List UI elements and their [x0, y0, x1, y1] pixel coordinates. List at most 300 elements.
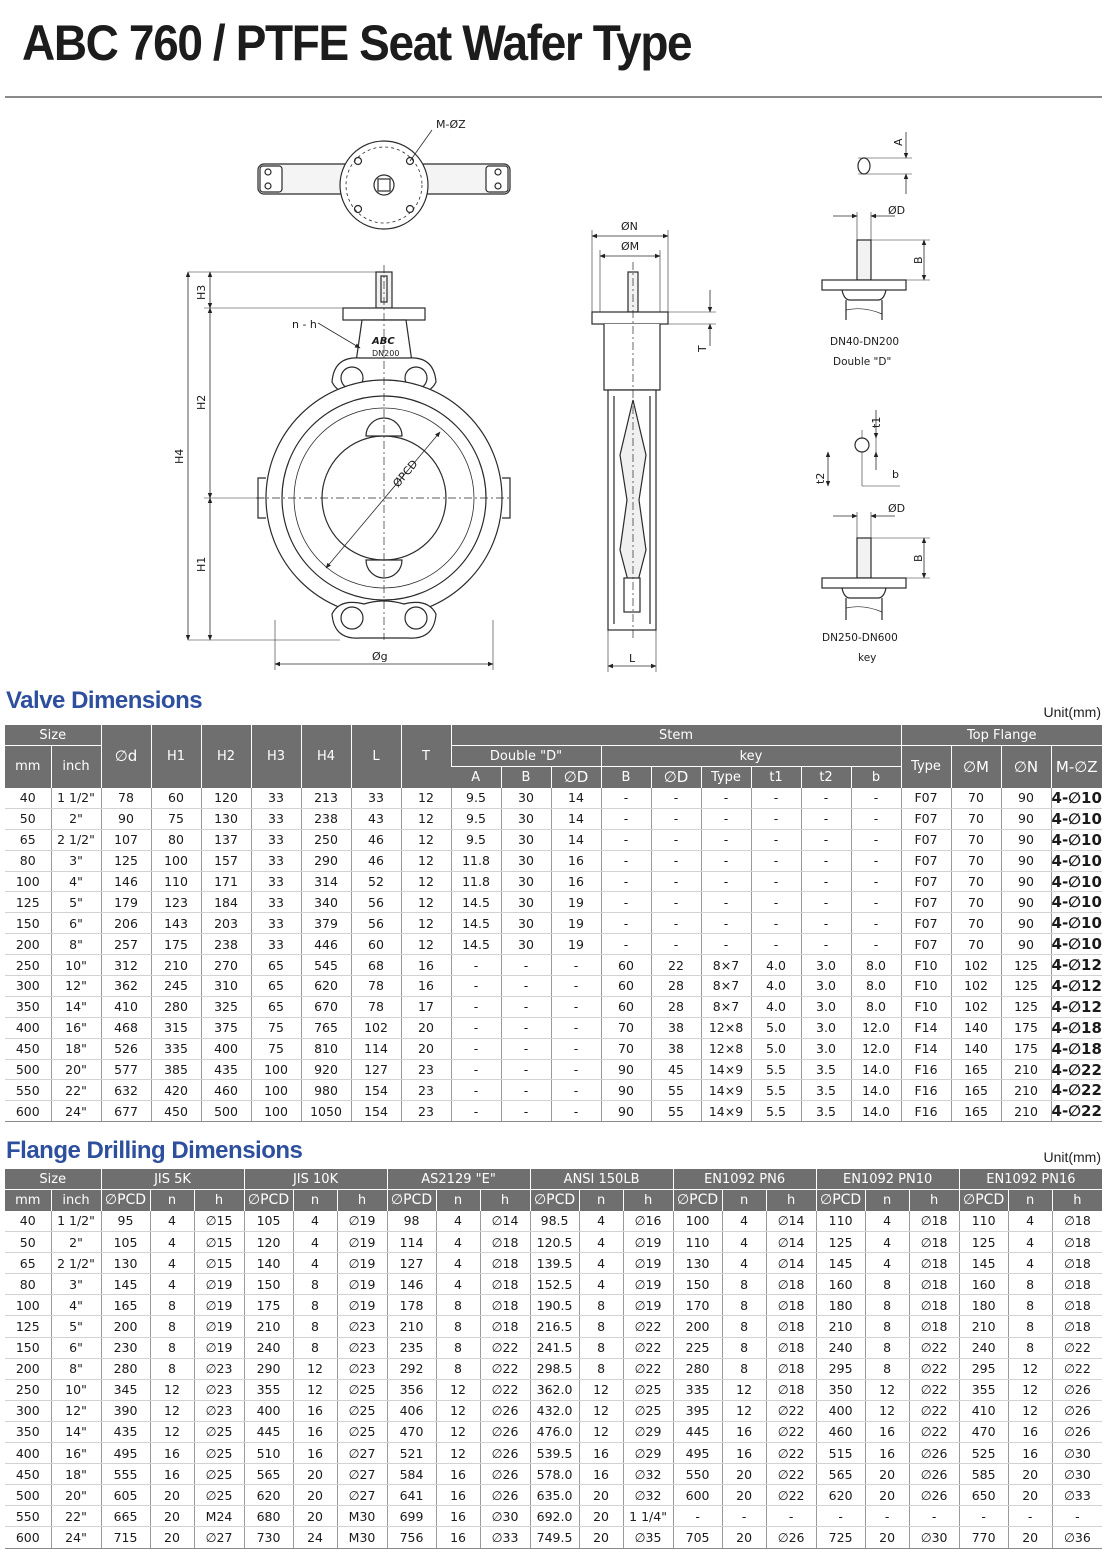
table-cell: 9.5	[451, 788, 501, 809]
table-cell: 65	[5, 1253, 51, 1274]
table-cell: ∅30	[480, 1506, 530, 1527]
table-cell: 14.0	[851, 1080, 901, 1101]
table-cell: 5.0	[751, 1038, 801, 1059]
table-cell: ∅16	[623, 1211, 673, 1232]
table-cell: 325	[201, 996, 251, 1017]
table-cell: 12	[401, 850, 451, 871]
table-cell: 110	[673, 1232, 722, 1253]
table-cell: F07	[901, 871, 951, 892]
table-row	[5, 976, 1102, 997]
table-cell: 235	[387, 1337, 436, 1358]
header-standard-group: EN1092 PN6	[673, 1169, 816, 1190]
table-cell: ∅18	[766, 1316, 816, 1337]
table-cell: 30	[501, 871, 551, 892]
table-cell: 468	[101, 1017, 151, 1038]
table-cell: M30	[337, 1506, 387, 1527]
table-cell: 206	[101, 913, 151, 934]
table-cell: F07	[901, 892, 951, 913]
table-cell: 50	[5, 808, 51, 829]
table-cell: ∅26	[480, 1464, 530, 1485]
table-cell: 68	[351, 955, 401, 976]
table-cell: 620	[816, 1485, 865, 1506]
table-cell: 12	[150, 1421, 194, 1442]
table-cell: 8	[1008, 1337, 1052, 1358]
table-cell: F07	[901, 934, 951, 955]
table-cell: -	[651, 913, 701, 934]
table-cell: 400	[244, 1400, 293, 1421]
table-cell: 3"	[51, 850, 101, 871]
table-cell: 692.0	[530, 1506, 579, 1527]
table-cell: 4	[579, 1232, 623, 1253]
table-cell: ∅18	[766, 1274, 816, 1295]
table-row	[5, 934, 1102, 955]
table-cell: 14.0	[851, 1101, 901, 1122]
table-cell: 16	[436, 1527, 480, 1548]
table-cell: ∅19	[337, 1211, 387, 1232]
table-cell: 298.5	[530, 1358, 579, 1379]
table-cell: 65	[5, 829, 51, 850]
table-cell: 4	[722, 1211, 766, 1232]
table-cell: 12	[293, 1379, 337, 1400]
table-row	[5, 1464, 1102, 1485]
table-cell: F14	[901, 1017, 951, 1038]
table-cell: 145	[101, 1274, 150, 1295]
table-cell: ∅22	[909, 1337, 959, 1358]
table-cell: ∅19	[623, 1295, 673, 1316]
table-cell: 515	[816, 1443, 865, 1464]
table-cell: 270	[201, 955, 251, 976]
table-cell: 8	[865, 1358, 909, 1379]
table-cell: 100	[673, 1211, 722, 1232]
table-cell: 705	[673, 1527, 722, 1548]
table-cell: F10	[901, 976, 951, 997]
table-cell: -	[501, 955, 551, 976]
table-cell: 8	[436, 1295, 480, 1316]
table-cell: F07	[901, 808, 951, 829]
table-cell: 14.5	[451, 892, 501, 913]
table-cell: 6"	[51, 1337, 101, 1358]
table-cell: ∅19	[337, 1253, 387, 1274]
header-size: Size	[5, 725, 101, 746]
header-h: h	[766, 1190, 816, 1211]
table-cell: 65	[251, 955, 301, 976]
table-cell: -	[801, 788, 851, 809]
table-cell: ∅18	[766, 1295, 816, 1316]
table-cell: 28	[651, 996, 701, 1017]
table-cell: 8"	[51, 1358, 101, 1379]
table-row	[5, 1358, 1102, 1379]
table-cell: 146	[387, 1274, 436, 1295]
header-pcd: ∅PCD	[530, 1190, 579, 1211]
table-cell: ∅19	[194, 1337, 244, 1358]
table-cell: -	[851, 871, 901, 892]
table-cell: -	[751, 934, 801, 955]
table-cell: ∅26	[1052, 1379, 1102, 1400]
table-cell: 33	[251, 850, 301, 871]
table-cell: 2"	[51, 1232, 101, 1253]
table-cell: ∅18	[766, 1379, 816, 1400]
table-cell: ∅22	[1052, 1358, 1102, 1379]
table-cell: -	[451, 1038, 501, 1059]
header-n: n	[579, 1190, 623, 1211]
table-cell: 4.0	[751, 955, 801, 976]
table-cell: 20	[401, 1038, 451, 1059]
table-cell: ∅30	[1052, 1464, 1102, 1485]
table-cell: 240	[244, 1337, 293, 1358]
table-cell: 410	[959, 1400, 1008, 1421]
label-b-small: b	[892, 468, 899, 481]
table-cell: 375	[201, 1017, 251, 1038]
table-cell: 362	[101, 976, 151, 997]
table-cell: 127	[351, 1059, 401, 1080]
table-cell: 43	[351, 808, 401, 829]
table-cell: -	[601, 808, 651, 829]
table-cell: ∅19	[337, 1295, 387, 1316]
table-cell: 60	[601, 996, 651, 1017]
table-cell: 1050	[301, 1101, 351, 1122]
table-cell: 90	[1001, 913, 1051, 934]
header-key: key	[601, 746, 901, 767]
table-cell: 4	[579, 1274, 623, 1295]
header-h: h	[623, 1190, 673, 1211]
table-cell: 130	[201, 808, 251, 829]
table-cell: 33	[251, 788, 301, 809]
table-cell: 200	[5, 1358, 51, 1379]
table-cell: 12.0	[851, 1038, 901, 1059]
table-cell: 600	[5, 1101, 51, 1122]
table-cell: 200	[5, 934, 51, 955]
table-cell: 19	[551, 892, 601, 913]
table-cell: ∅18	[1052, 1211, 1102, 1232]
table-cell: 8	[722, 1295, 766, 1316]
table-cell: 749.5	[530, 1527, 579, 1548]
table-cell: 1 1/2"	[51, 788, 101, 809]
table-cell: 102	[951, 976, 1001, 997]
table-cell: 8"	[51, 934, 101, 955]
table-cell: 12	[1008, 1379, 1052, 1400]
label-g: Øg	[372, 650, 388, 663]
table-cell: ∅18	[1052, 1316, 1102, 1337]
table-cell: 980	[301, 1080, 351, 1101]
table-cell: ∅33	[480, 1527, 530, 1548]
table-cell: 435	[101, 1421, 150, 1442]
table-cell: 90	[1001, 892, 1051, 913]
table-cell: 12	[401, 934, 451, 955]
table-cell: 4	[1008, 1211, 1052, 1232]
table-cell: 312	[101, 955, 151, 976]
table-cell: 20	[865, 1485, 909, 1506]
table-cell: 3.0	[801, 955, 851, 976]
table-cell: 175	[1001, 1017, 1051, 1038]
header-standard-group: AS2129 "E"	[387, 1169, 530, 1190]
label-t2: t2	[814, 472, 827, 484]
table-cell: 75	[151, 808, 201, 829]
table-cell: 8	[579, 1337, 623, 1358]
table-cell: 8	[436, 1316, 480, 1337]
table-cell: -	[601, 934, 651, 955]
table-cell: 495	[673, 1443, 722, 1464]
table-cell: -	[701, 934, 751, 955]
table-cell: 14.0	[851, 1059, 901, 1080]
table-cell: 620	[301, 976, 351, 997]
header-h: h	[480, 1190, 530, 1211]
table-cell: 8	[722, 1358, 766, 1379]
table-cell: ∅18	[480, 1295, 530, 1316]
table-cell: -	[451, 1059, 501, 1080]
table-cell: 395	[673, 1400, 722, 1421]
table-cell: 12	[865, 1400, 909, 1421]
table-row	[5, 1316, 1102, 1337]
table-cell: 125	[5, 1316, 51, 1337]
table-cell: 4.0	[751, 976, 801, 997]
table-cell: 171	[201, 871, 251, 892]
table-cell: 2 1/2"	[51, 829, 101, 850]
table-cell: 150	[244, 1274, 293, 1295]
header-l: L	[351, 725, 401, 788]
table-cell: 65	[251, 996, 301, 1017]
header-flange-type: Type	[901, 746, 951, 788]
table-cell: 175	[244, 1295, 293, 1316]
table-cell: M24	[194, 1506, 244, 1527]
table-cell: 30	[501, 788, 551, 809]
table-cell: 190.5	[530, 1295, 579, 1316]
table-cell: -	[701, 829, 751, 850]
table-row	[5, 788, 1102, 809]
table-cell: 20"	[51, 1059, 101, 1080]
table-cell: 120	[201, 788, 251, 809]
table-cell: 632	[101, 1080, 151, 1101]
table-cell: ∅18	[1052, 1253, 1102, 1274]
table-cell: F16	[901, 1101, 951, 1122]
table-cell: 100	[251, 1080, 301, 1101]
table-cell: 445	[244, 1421, 293, 1442]
table-cell: 4	[436, 1232, 480, 1253]
table-cell: 22"	[51, 1080, 101, 1101]
double-d-detail	[822, 132, 930, 320]
table-cell: -	[651, 892, 701, 913]
table-cell: 9.5	[451, 808, 501, 829]
table-cell: 238	[201, 934, 251, 955]
table-cell: 578.0	[530, 1464, 579, 1485]
table-cell: 500	[201, 1101, 251, 1122]
table-cell: 539.5	[530, 1443, 579, 1464]
header-standard-group: EN1092 PN10	[816, 1169, 959, 1190]
table-row	[5, 1443, 1102, 1464]
table-cell: 8	[579, 1358, 623, 1379]
table-cell: ∅22	[909, 1379, 959, 1400]
table-cell: 245	[151, 976, 201, 997]
table-cell: 70	[951, 913, 1001, 934]
table-cell: ∅26	[909, 1464, 959, 1485]
table-cell: 12	[401, 788, 451, 809]
table-cell: F10	[901, 955, 951, 976]
header-h2: H2	[201, 725, 251, 788]
table-cell: 8	[579, 1295, 623, 1316]
table-row	[5, 1527, 1102, 1548]
table-cell: 240	[816, 1337, 865, 1358]
table-cell: 19	[551, 934, 601, 955]
table-cell: 12	[401, 808, 451, 829]
label-n: ØN	[621, 220, 638, 233]
table-cell: -	[451, 996, 501, 1017]
table-cell: 521	[387, 1443, 436, 1464]
table-cell: 90	[1001, 934, 1051, 955]
table-cell: 90	[601, 1059, 651, 1080]
table-cell: 600	[673, 1485, 722, 1506]
label-t1: t1	[870, 416, 883, 428]
table-cell: -	[551, 996, 601, 1017]
table-cell: ∅25	[194, 1485, 244, 1506]
table-cell: -	[651, 788, 701, 809]
table-cell: 4	[1008, 1232, 1052, 1253]
table-cell: ∅22	[766, 1443, 816, 1464]
table-cell: ∅27	[337, 1443, 387, 1464]
table-cell: 350	[816, 1379, 865, 1400]
table-cell: ∅19	[337, 1274, 387, 1295]
table-cell: -	[801, 871, 851, 892]
header-h1: H1	[151, 725, 201, 788]
table-cell: 12	[293, 1358, 337, 1379]
table-cell: 14"	[51, 996, 101, 1017]
table-cell: 4	[293, 1253, 337, 1274]
table-cell: 16	[551, 850, 601, 871]
table-cell: ∅18	[766, 1358, 816, 1379]
table-cell: -	[501, 1059, 551, 1080]
table-cell: 125	[959, 1232, 1008, 1253]
table-cell: 4	[722, 1232, 766, 1253]
table-cell: -	[751, 788, 801, 809]
table-cell: 200	[673, 1316, 722, 1337]
table-cell: -	[959, 1506, 1008, 1527]
table-cell: 140	[244, 1253, 293, 1274]
table-cell: 19	[551, 913, 601, 934]
table-cell: -	[766, 1506, 816, 1527]
header-standard-group: JIS 10K	[244, 1169, 387, 1190]
table-cell: 200	[101, 1316, 150, 1337]
table-cell: 16"	[51, 1443, 101, 1464]
table-cell: 150	[673, 1274, 722, 1295]
table-cell: 14.5	[451, 913, 501, 934]
table-cell: 78	[101, 788, 151, 809]
table-cell: ∅23	[194, 1400, 244, 1421]
table-cell: 145	[959, 1253, 1008, 1274]
table-cell: 70	[951, 871, 1001, 892]
table-cell: ∅26	[480, 1400, 530, 1421]
header-dd-b: B	[501, 767, 551, 788]
label-range-large: DN250-DN600	[822, 632, 898, 644]
table-cell: 4-∅10	[1051, 809, 1102, 828]
table-cell: 4-∅22	[1051, 1060, 1102, 1079]
table-row	[5, 913, 1102, 934]
table-cell: 8.0	[851, 976, 901, 997]
table-cell: -	[816, 1506, 865, 1527]
table-cell: 8	[150, 1295, 194, 1316]
header-flange-m: ∅M	[951, 746, 1001, 788]
table-cell: -	[551, 955, 601, 976]
table-cell: 3.5	[801, 1080, 851, 1101]
table-cell: 641	[387, 1485, 436, 1506]
table-cell: -	[851, 850, 901, 871]
table-cell: 20	[150, 1506, 194, 1527]
table-cell: 20	[150, 1485, 194, 1506]
header-flange-mz: M-∅Z	[1051, 746, 1102, 788]
table-cell: 16	[551, 871, 601, 892]
table-cell: 12	[401, 829, 451, 850]
table-cell: 165	[951, 1080, 1001, 1101]
table-cell: 22	[651, 955, 701, 976]
table-cell: ∅29	[623, 1421, 673, 1442]
table-cell: ∅19	[194, 1274, 244, 1295]
table-cell: 4	[436, 1274, 480, 1295]
table-cell: 90	[1001, 850, 1051, 871]
table-cell: ∅22	[766, 1421, 816, 1442]
table-cell: 225	[673, 1337, 722, 1358]
table-cell: 70	[951, 934, 1001, 955]
table-cell: 446	[301, 934, 351, 955]
table-cell: 8	[722, 1274, 766, 1295]
header-h3: H3	[251, 725, 301, 788]
table-cell: 20	[579, 1485, 623, 1506]
table-cell: 920	[301, 1059, 351, 1080]
table-cell: ∅14	[766, 1211, 816, 1232]
table-cell: 33	[351, 788, 401, 809]
table-cell: 178	[387, 1295, 436, 1316]
table-cell: -	[701, 808, 751, 829]
table-cell: ∅18	[909, 1295, 959, 1316]
label-t: T	[696, 345, 709, 352]
table-cell: 165	[101, 1295, 150, 1316]
valve-unit-label: Unit(mm)	[1043, 704, 1101, 720]
table-cell: 90	[1001, 871, 1051, 892]
table-cell: 16	[293, 1400, 337, 1421]
table-cell: 14"	[51, 1421, 101, 1442]
table-cell: 130	[673, 1253, 722, 1274]
table-cell: 460	[201, 1080, 251, 1101]
table-cell: 137	[201, 829, 251, 850]
flange-drilling-table	[5, 1168, 1102, 1549]
header-d: ∅d	[101, 725, 151, 788]
table-cell: 460	[816, 1421, 865, 1442]
label-n-h: n - h	[292, 318, 317, 331]
table-cell: 12	[1008, 1358, 1052, 1379]
label-b-double: B	[912, 256, 925, 264]
label-range-small: DN40-DN200	[830, 336, 900, 348]
table-cell: -	[551, 1080, 601, 1101]
table-cell: 30	[501, 829, 551, 850]
table-cell: 680	[244, 1506, 293, 1527]
table-cell: ∅14	[480, 1211, 530, 1232]
table-cell: ∅26	[1052, 1421, 1102, 1442]
table-cell: 100	[251, 1059, 301, 1080]
table-cell: -	[451, 976, 501, 997]
table-cell: 154	[351, 1101, 401, 1122]
table-cell: -	[501, 996, 551, 1017]
table-cell: -	[601, 850, 651, 871]
side-view	[592, 230, 716, 672]
table-cell: ∅23	[337, 1316, 387, 1337]
table-cell: 350	[5, 996, 51, 1017]
table-cell: 20	[293, 1464, 337, 1485]
table-cell: 420	[151, 1080, 201, 1101]
table-row	[5, 1295, 1102, 1316]
table-cell: 470	[387, 1421, 436, 1442]
key-detail	[822, 410, 930, 620]
table-cell: 300	[5, 976, 51, 997]
table-cell: 125	[1001, 955, 1051, 976]
table-cell: ∅18	[480, 1232, 530, 1253]
table-cell: 450	[5, 1464, 51, 1485]
table-cell: 20	[865, 1464, 909, 1485]
